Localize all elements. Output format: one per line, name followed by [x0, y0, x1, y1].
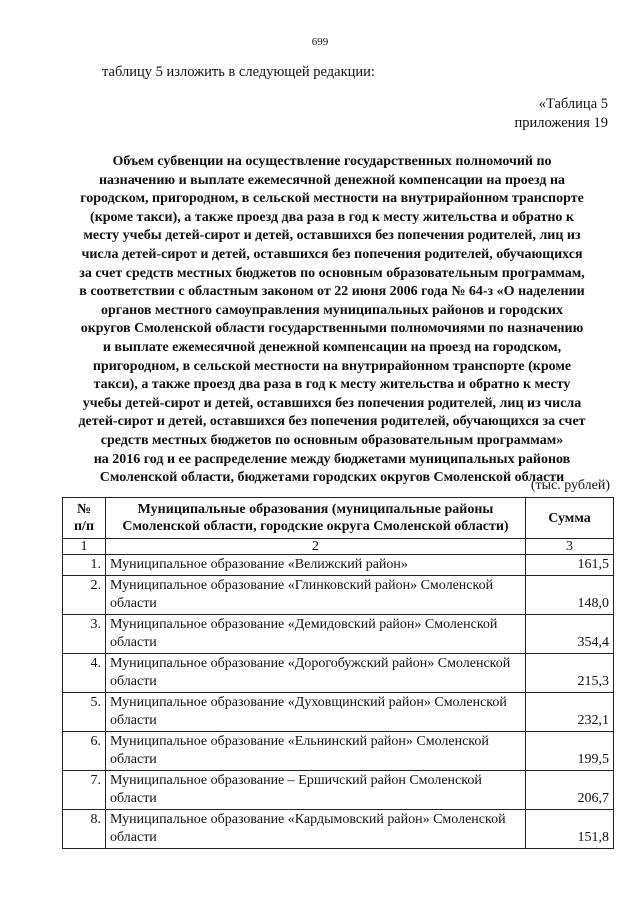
- intro-text: таблицу 5 изложить в следующей редакции:: [102, 64, 375, 80]
- row-number: 2.: [63, 576, 106, 615]
- title-line: за счет средств местных бюджетов по основным образовательным программам,: [79, 265, 585, 281]
- municipality-name: Муниципальное образование «Ельнинский район» Смоленской области: [106, 732, 526, 771]
- row-number: 3.: [63, 615, 106, 654]
- title-line: месту учебы детей-сирот и детей, оставшихся без попечения родителей, лиц из: [83, 228, 581, 244]
- municipality-name: Муниципальное образование – Ершичский район Смоленской области: [106, 771, 526, 810]
- amount: 206,7: [526, 771, 614, 810]
- column-number: 3: [526, 539, 614, 555]
- table-row: [63, 810, 614, 849]
- page-number: 699: [311, 36, 329, 48]
- title-line: пригородном, в сельской местности на внутрирайонном транспорте (кроме: [92, 358, 572, 374]
- municipality-name: Муниципальное образование «Дорогобужский район» Смоленской области: [106, 654, 526, 693]
- row-number: 7.: [63, 771, 106, 810]
- amount: 354,4: [526, 615, 614, 654]
- title-line: детей-сирот и детей, оставшихся без попечения родителей, обучающихся за счет: [78, 414, 586, 430]
- column-number-row: [63, 539, 614, 555]
- row-number: 4.: [63, 654, 106, 693]
- row-number: 8.: [63, 810, 106, 849]
- municipality-name: Муниципальное образование «Кардымовский район» Смоленской области: [106, 810, 526, 849]
- table-reference-line: приложения 19: [514, 115, 608, 131]
- header-sum: Сумма: [526, 498, 614, 539]
- table-reference: [515, 95, 608, 133]
- title-line: числа детей-сирот и детей, оставшихся без попечения родителей, обучающихся: [81, 246, 583, 262]
- row-number: 5.: [63, 693, 106, 732]
- units-label: (тыс. рублей): [530, 478, 610, 493]
- title-line: (кроме такси), а также проезд два раза в год к месту жительства и обратно к: [90, 209, 574, 225]
- title-line: такси), а также проезд два раза в год к месту жительства и обратно к месту: [93, 377, 571, 393]
- table-row: [63, 615, 614, 654]
- municipality-name: Муниципальное образование «Велижский район»: [106, 555, 526, 576]
- header-num: № п/п: [63, 498, 106, 539]
- table-row: [63, 654, 614, 693]
- amount: 148,0: [526, 576, 614, 615]
- title-line: и выплате ежемесячной денежной компенсации на проезд на городском,: [102, 339, 562, 355]
- title-line: средств местных бюджетов по основным образовательным программам»: [100, 432, 564, 448]
- municipality-name: Муниципальное образование «Демидовский район» Смоленской области: [106, 615, 526, 654]
- table-row: [63, 555, 614, 576]
- column-number: 2: [106, 539, 526, 555]
- table-row: [63, 693, 614, 732]
- title-line: городском, пригородном, в сельской местности на внутрирайонном транспорте: [80, 191, 584, 207]
- subvention-table: [62, 497, 614, 849]
- table-header-row: [63, 498, 614, 539]
- document-title: [52, 153, 612, 488]
- table-row: [63, 576, 614, 615]
- amount: 151,8: [526, 810, 614, 849]
- title-line: в соответствии с областным законом от 22 июня 2006 года № 64-з «О наделении: [79, 284, 585, 300]
- title-line: Смоленской области, бюджетами городских округов Смоленской области: [99, 470, 565, 486]
- title-line: органов местного самоуправления муниципальных районов и городских: [101, 302, 563, 318]
- amount: 232,1: [526, 693, 614, 732]
- column-number: 1: [63, 539, 106, 555]
- row-number: 6.: [63, 732, 106, 771]
- row-number: 1.: [63, 555, 106, 576]
- municipality-name: Муниципальное образование «Глинковский район» Смоленской области: [106, 576, 526, 615]
- amount: 199,5: [526, 732, 614, 771]
- title-line: на 2016 год и ее распределение между бюджетами муниципальных районов: [93, 451, 571, 467]
- title-line: округов Смоленской области государственными полномочиями по назначению: [80, 321, 584, 337]
- title-line: назначению и выплате ежемесячной денежной компенсации на проезд на: [98, 172, 566, 188]
- header-name: Муниципальные образования (муниципальные районы Смоленской области, городские округа Смоленской области): [106, 498, 526, 539]
- municipality-name: Муниципальное образование «Духовщинский район» Смоленской области: [106, 693, 526, 732]
- table-reference-line: «Таблица 5: [538, 96, 608, 112]
- amount: 161,5: [526, 555, 614, 576]
- title-line: учебы детей-сирот и детей, оставшихся без попечения родителей, лиц из числа: [82, 395, 582, 411]
- table-row: [63, 732, 614, 771]
- table-row: [63, 771, 614, 810]
- amount: 215,3: [526, 654, 614, 693]
- title-line: Объем субвенции на осуществление государственных полномочий по: [112, 154, 552, 169]
